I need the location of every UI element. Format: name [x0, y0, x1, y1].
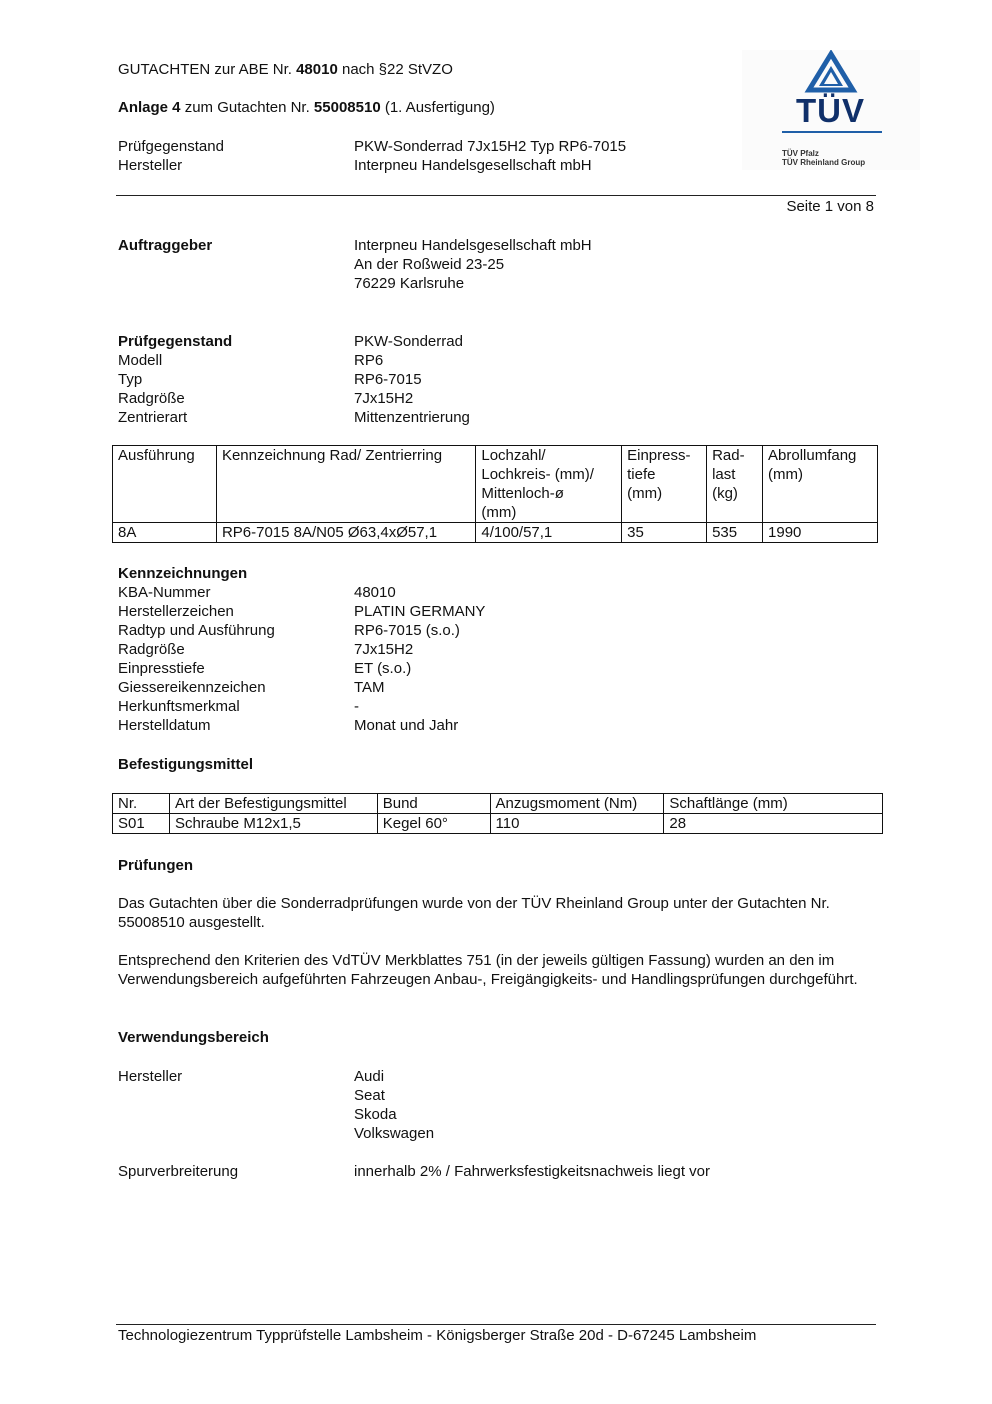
- table-cell: S01: [113, 814, 170, 834]
- tests-title: Prüfungen: [118, 857, 193, 874]
- tuev-logo-sub2: TÜV Rheinland Group: [782, 158, 866, 167]
- scope-manufacturer-item: Seat: [354, 1087, 385, 1104]
- marking-label: Herkunftsmerkmal: [118, 698, 240, 715]
- marking-label: KBA-Nummer: [118, 584, 211, 601]
- scope-manufacturer-item: Audi: [354, 1068, 385, 1085]
- table-header-cell: Nr.: [113, 794, 170, 814]
- table-header-cell: Einpress- tiefe (mm): [622, 446, 707, 523]
- abe-number: 48010: [296, 61, 338, 78]
- table-cell: RP6-7015 8A/N05 Ø63,4xØ57,1: [216, 523, 475, 543]
- marking-value: Monat und Jahr: [354, 717, 459, 734]
- marking-label: Radgröße: [118, 641, 185, 658]
- subject-row-label: Zentrierart: [118, 409, 188, 426]
- client-label: Auftraggeber: [118, 237, 213, 254]
- table-cell: 4/100/57,1: [476, 523, 622, 543]
- subject-row-value: 7Jx15H2: [354, 390, 414, 407]
- marking-value: -: [354, 698, 359, 715]
- subject-title-label: Prüfgegenstand: [118, 333, 233, 350]
- subject-title-value: PKW-Sonderrad: [354, 333, 463, 350]
- doc-title: GUTACHTEN zur ABE Nr. 48010 nach §22 StVZO: [118, 61, 453, 78]
- tuev-logo-sub1: TÜV Pfalz: [782, 149, 819, 158]
- table-cell: Kegel 60°: [377, 814, 490, 834]
- annex-line: Anlage 4 zum Gutachten Nr. 55008510 (1. Ausfertigung): [118, 99, 495, 116]
- table-cell: 1990: [763, 523, 878, 543]
- marking-label: Giessereikennzeichen: [118, 679, 266, 696]
- markings-title: Kennzeichnungen: [118, 565, 248, 582]
- subject-row-value: RP6-7015: [354, 371, 422, 388]
- marking-value: 7Jx15H2: [354, 641, 414, 658]
- marking-label: Einpresstiefe: [118, 660, 205, 677]
- header-manufacturer-value: Interpneu Handelsgesellschaft mbH: [354, 157, 592, 174]
- marking-value: TAM: [354, 679, 385, 696]
- footer-divider: [116, 1324, 876, 1325]
- table-header-cell: Anzugsmoment (Nm): [490, 794, 664, 814]
- marking-label: Herstelldatum: [118, 717, 211, 734]
- table-header-row: [113, 794, 883, 814]
- track-widening-value: innerhalb 2% / Fahrwerksfestigkeitsnachweis liegt vor: [354, 1163, 710, 1180]
- table-header-cell: Art der Befestigungsmittel: [169, 794, 377, 814]
- marking-label: Herstellerzeichen: [118, 603, 234, 620]
- subject-row-label: Typ: [118, 371, 143, 388]
- scope-title: Verwendungsbereich: [118, 1029, 269, 1046]
- table-cell: 110: [490, 814, 664, 834]
- table-header-cell: Bund: [377, 794, 490, 814]
- header-subject-label: Prüfgegenstand: [118, 138, 224, 155]
- client-line-2: An der Roßweid 23-25: [354, 256, 505, 273]
- client-line-3: 76229 Karlsruhe: [354, 275, 465, 292]
- table-header-cell: Rad- last (kg): [707, 446, 763, 523]
- marking-value: ET (s.o.): [354, 660, 412, 677]
- fastener-table: [112, 793, 883, 834]
- table-header-cell: Lochzahl/ Lochkreis- (mm)/ Mittenloch-ø (mm): [476, 446, 622, 523]
- header-divider: [116, 195, 876, 196]
- marking-value: PLATIN GERMANY: [354, 603, 486, 620]
- tuev-logo: [742, 50, 920, 170]
- page-number: Seite 1 von 8: [786, 198, 874, 215]
- table-header-row: [113, 446, 878, 523]
- marking-label: Radtyp und Ausführung: [118, 622, 275, 639]
- table-cell: 35: [622, 523, 707, 543]
- marking-value: RP6-7015 (s.o.): [354, 622, 460, 639]
- scope-manufacturer-item: Volkswagen: [354, 1125, 435, 1142]
- footer-address: Technologiezentrum Typprüfstelle Lambsheim - Königsberger Straße 20d - D-67245 Lambsheim: [118, 1327, 757, 1344]
- header-subject-value: PKW-Sonderrad 7Jx15H2 Typ RP6-7015: [354, 138, 627, 155]
- scope-manufacturer-label: Hersteller: [118, 1068, 183, 1085]
- table-header-cell: Schaftlänge (mm): [664, 794, 883, 814]
- track-widening-label: Spurverbreiterung: [118, 1163, 239, 1180]
- table-cell: Schraube M12x1,5: [169, 814, 377, 834]
- client-line-1: Interpneu Handelsgesellschaft mbH: [354, 237, 592, 254]
- fastener-title: Befestigungsmittel: [118, 756, 254, 773]
- subject-row-label: Modell: [118, 352, 163, 369]
- table-header-cell: Kennzeichnung Rad/ Zentrierring: [216, 446, 475, 523]
- table-row: [113, 814, 883, 834]
- table-cell: 28: [664, 814, 883, 834]
- subject-row-value: Mittenzentrierung: [354, 409, 470, 426]
- tests-paragraph-1: Das Gutachten über die Sonderradprüfungen wurde von der TÜV Rheinland Group unter der Gutachten Nr. 55008510 ausgestellt.: [118, 895, 830, 931]
- table-header-cell: Abrollumfang (mm): [763, 446, 878, 523]
- header-manufacturer-label: Hersteller: [118, 157, 183, 174]
- subject-row-label: Radgröße: [118, 390, 185, 407]
- report-number: 55008510: [313, 99, 381, 116]
- subject-row-value: RP6: [354, 352, 384, 369]
- table-header-cell: Ausführung: [113, 446, 217, 523]
- table-cell: 8A: [113, 523, 217, 543]
- wheel-spec-table: [112, 445, 878, 543]
- scope-manufacturer-item: Skoda: [354, 1106, 397, 1123]
- tuev-logo-text: TÜV: [796, 92, 865, 129]
- table-row: [113, 523, 878, 543]
- marking-value: 48010: [354, 584, 396, 601]
- tests-paragraph-2: Entsprechend den Kriterien des VdTÜV Merkblattes 751 (in der jeweils gültigen Fassung) wurden an den im Verwendungsbereich aufgeführten Fahrzeugen Anbau-, Freigängigkeits- und Handlingsprüfungen durchgeführt.: [118, 952, 858, 988]
- table-cell: 535: [707, 523, 763, 543]
